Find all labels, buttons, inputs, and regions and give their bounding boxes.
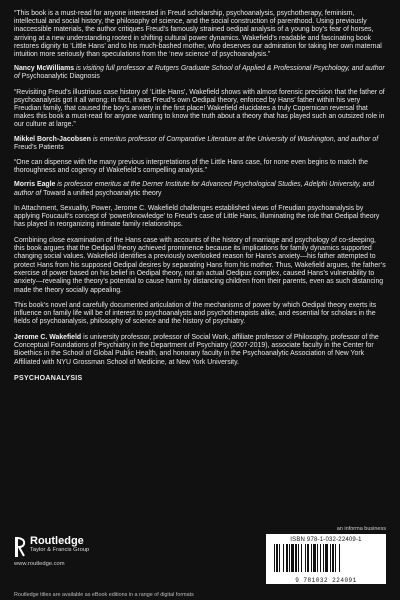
barcode-bar: [276, 544, 278, 572]
endorser-work: Freud’s Patients: [14, 143, 64, 151]
barcode-box: [266, 534, 386, 584]
bottom-strip: [14, 526, 386, 598]
author-bio: [14, 334, 386, 367]
endorser-name: Morris Eagle: [14, 181, 56, 189]
blurb-3: [14, 159, 386, 198]
endorser-work: Toward a unified psychoanalytic theory: [43, 189, 162, 197]
barcode-bar: [307, 544, 309, 572]
description-paragraph: In Attachment, Sexuality, Power, Jerome C. Wakefield challenges established views of Freudian psychoanalysis by applying Foucault’s concept of ‘power/knowledge’ to Freud’s case of Little Hans, illuminating the role that Oedipal theory has played in reorganizing intimate family relationships.: [14, 204, 380, 229]
barcode-bar: [339, 544, 340, 572]
barcode-bar: [311, 544, 312, 572]
barcode-bar: [279, 544, 280, 572]
barcode-bar: [291, 544, 294, 572]
endorser-work: Psychoanalytic Diagnosis: [21, 73, 100, 81]
subject-category: PSYCHOANALYSIS: [14, 374, 83, 382]
barcode-bar: [320, 544, 321, 572]
endorser-affiliation: is emeritus professor of Comparative Literature at the University of Washington, and author of: [90, 135, 379, 143]
barcode-bar: [295, 544, 297, 572]
endorser: [14, 65, 386, 81]
barcode-bar: [298, 544, 299, 572]
blurb-quote: “One can dispense with the many previous interpretations of the Little Hans case, for none even begins to match the thoroughness and cogency of Wakefield’s compelling analysis.”: [14, 159, 368, 175]
barcode-bar: [325, 544, 328, 572]
endorser-name: Mikkel Borch-Jacobsen: [14, 135, 91, 143]
endorser: [14, 181, 386, 197]
barcode-bar: [286, 544, 288, 572]
endorser-name: Nancy McWilliams: [14, 65, 75, 73]
author-name: Jerome C. Wakefield: [14, 333, 82, 341]
endorser-affiliation: is professor emeritus at the Derner Institute for Advanced Psychological Studies, Adelphi University, and author of: [14, 181, 375, 197]
publisher-name: Routledge: [30, 535, 84, 547]
isbn-text: ISBN 978-1-032-22409-1: [290, 537, 362, 543]
barcode-bar: [330, 544, 331, 572]
blurb-quote: “This book is a must-read for anyone interested in Freud scholarship, psychoanalysis, psychotherapy, feminism, intellectual and social history, the philosophy of science, and the social construction of parenthood. Using previously inaccessible materials, the author critiques Freud’s famously strained oedipal analysis of a young boy’s fear of horses, arriving at a new understanding rooted in shifting cultural power dynamics. Wakefield’s readable and fascinating book restores dignity to ‘Little Hans’ and to his much-bashed mother, who deserves our admiration for taking her own maternal intuition more seriously than speculations from the ‘new science’ of psychoanalysis.”: [14, 10, 382, 59]
barcode-bar: [317, 544, 318, 572]
barcode-bar: [313, 544, 316, 572]
barcode-digits: 9 781032 224091: [295, 577, 357, 584]
description-paragraph: This book’s novel and carefully documented articulation of the mechanisms of power by which Oedipal theory exerts its influence on family life will be of interest to psychoanalysts and psychotherapists alike, and essential for scholars in the fields of psychoanalysis, philosophy of science and the history of psychiatry.: [14, 301, 377, 326]
barcode-bar: [283, 544, 284, 572]
blurb-quote: “Revisiting Freud’s illustrious case history of ‘Little Hans’, Wakefield shows with almost forensic precision that the father of psychoanalysis got it all wrong: in fact, it was Freud’s own Oedipal theory, enforced by Hans’ father within his very Freudian family, that caused the boy’s anxiety in the first place! Wakefield elucidates a truly Copernican reversal that makes this book a must-read for anyone wanting to know the truth about a theory that has played such an outsized role in our culture at large.”: [14, 88, 385, 129]
publisher-website: www.routledge.com: [14, 561, 65, 567]
ebook-note: Routledge titles are available as eBook editions in a range of digital formats: [14, 592, 194, 598]
barcode-bar: [274, 544, 275, 572]
description-paragraph: Combining close examination of the Hans case with accounts of the history of marriage and psychology of co-sleeping, this book argues that the Oedipal theory achieved prominence because its implications for family dynamics supported changing social values. Wakefield identifies a previously overlooked reason for Hans’s anxiety—his father attempted to protect Hans from his supposed Oedipal desires by separating Hans from his mother. Thus, Wakefield argues, the father’s exercise of power based on his belief in Oedipal theory, not an actual Oedipus complex, caused Hans’s vulnerability to anxiety—revealing the theory’s potential to cause harm by distancing children from their parents, even as such distancing made the theory socially appealing.: [14, 236, 386, 294]
barcode-bar: [335, 544, 336, 572]
barcode-bar: [289, 544, 290, 572]
blurb-2: [14, 89, 386, 152]
barcode-bar: [305, 544, 306, 572]
publisher-group: Taylor & Francis Group: [30, 547, 90, 553]
barcode-bar: [301, 544, 302, 572]
informa-tag: an informa business: [336, 526, 386, 532]
endorser: [14, 136, 386, 152]
barcode-bar: [323, 544, 324, 572]
routledge-logo-icon: [14, 536, 26, 558]
publisher-block: [14, 536, 164, 567]
blurb-1: [14, 10, 386, 82]
endorser-affiliation: is visiting full professor at Rutgers Graduate School of Applied & Professional Psychology, and author of: [14, 65, 385, 81]
author-bio-text: is university professor, professor of Social Work, affiliate professor of Philosophy, professor of the Conceptual Foundations of Psychiatry in the Department of Psychiatry (2007-2019), associate faculty in the Center for Bioethics in the School of Global Public Health, and honorary faculty in the Psychoanalytic Association of New York Affiliated with NYU Grossman School of Medicine, at New York University.: [14, 333, 379, 366]
barcode-graphic: [270, 544, 382, 572]
barcode-bar: [332, 544, 334, 572]
